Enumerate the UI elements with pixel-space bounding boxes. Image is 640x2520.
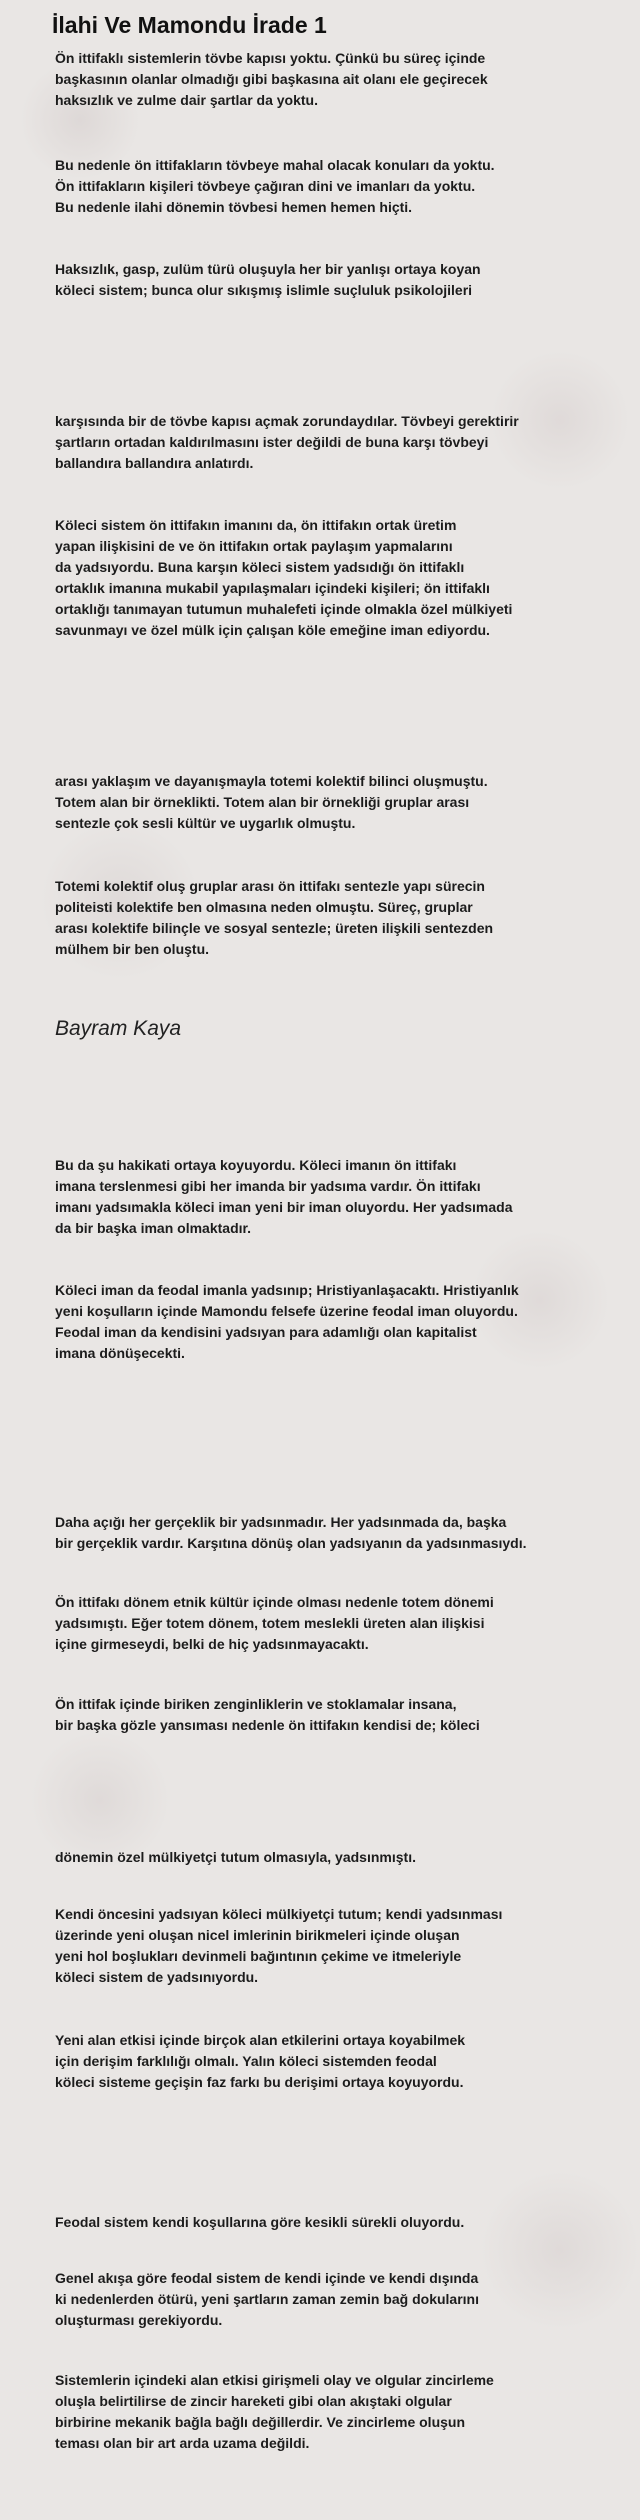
text-line: sentezle çok sesli kültür ve uygarlık olmuştu.: [55, 815, 356, 831]
text-line: dönemin özel mülkiyetçi tutum olmasıyla, yadsınmıştı.: [55, 1849, 416, 1865]
text-line: üzerinde yeni oluşan nicel imlerinin birikmeleri içinde oluşan: [55, 1927, 460, 1943]
text-line: ortaklık imanına mukabil yapılaşmaları içindeki kişileri; ön ittifaklı: [55, 580, 490, 596]
text-line: Köleci iman da feodal imanla yadsınıp; Hristiyanlaşacaktı. Hristiyanlık: [55, 1282, 519, 1298]
text-line: içine girmeseydi, belki de hiç yadsınmayacaktı.: [55, 1636, 369, 1652]
text-line: Bu da şu hakikati ortaya koyuyordu. Köleci imanın ön ittifakı: [55, 1157, 457, 1173]
text-line: mülhem bir ben oluştu.: [55, 941, 210, 957]
text-line: karşısında bir de tövbe kapısı açmak zorundaydılar. Tövbeyi gerektirir: [55, 413, 519, 429]
text-line: yeni koşulların içinde Mamondu felsefe üzerine feodal iman oluyordu.: [55, 1303, 518, 1319]
text-line: Ön ittifakı dönem etnik kültür içinde olması nedenle totem dönemi: [55, 1594, 494, 1610]
text-line: bir başka gözle yansıması nedenle ön ittifakın kendisi de; köleci: [55, 1717, 480, 1733]
paragraph: [55, 1847, 615, 1868]
text-line: Yeni alan etkisi içinde birçok alan etkilerini ortaya koyabilmek: [55, 2032, 466, 2048]
text-line: Totemi kolektif oluş gruplar arası ön ittifakı sentezle yapı sürecin: [55, 878, 485, 894]
text-line: Ön ittifaklı sistemlerin tövbe kapısı yoktu. Çünkü bu süreç içinde: [55, 50, 486, 66]
text-line: arası yaklaşım ve dayanışmayla totemi kolektif bilinci oluşmuştu.: [55, 773, 488, 789]
text-line: Ön ittifak içinde biriken zenginliklerin ve stoklamalar insana,: [55, 1696, 457, 1712]
text-line: yeni hol boşlukları devinmeli bağıntının çekime ve itmeleriyle: [55, 1948, 462, 1964]
text-line: oluşturması gerekiyordu.: [55, 2312, 223, 2328]
text-line: savunmayı ve özel mülk için çalışan köle emeğine iman ediyordu.: [55, 622, 490, 638]
text-line: Ön ittifakların kişileri tövbeye çağıran dini ve imanları da yoktu.: [55, 178, 476, 194]
text-line: köleci sistem de yadsınıyordu.: [55, 1969, 259, 1985]
paragraph: [55, 1904, 615, 1988]
text-line: imana terslenmesi gibi her imanda bir yadsıma vardır. Ön ittifakı: [55, 1178, 481, 1194]
text-line: arası kolektife bilinçle ve sosyal sentezle; üreten ilişkili sentezden: [55, 920, 494, 936]
text-line: birbirine mekanik bağla bağlı değillerdir. Ve zincirleme oluşun: [55, 2414, 466, 2430]
text-line: Haksızlık, gasp, zulüm türü oluşuyla her bir yanlışı ortaya koyan: [55, 261, 481, 277]
paragraph: [55, 1512, 615, 1554]
text-line: da bir başka iman olmaktadır.: [55, 1220, 252, 1236]
text-line: bir gerçeklik vardır. Karşıtına dönüş olan yadsıyanın da yadsınmasıydı.: [55, 1535, 527, 1551]
paragraph: [55, 411, 615, 474]
paragraph: [55, 2268, 615, 2331]
text-line: imana dönüşecekti.: [55, 1345, 185, 1361]
text-line: şartların ortadan kaldırılmasını ister değildi de buna karşı tövbeyi: [55, 434, 489, 450]
paragraph: [55, 1694, 615, 1736]
paragraph: [55, 1155, 615, 1239]
text-line: teması olan bir art arda uzama değildi.: [55, 2435, 310, 2451]
paragraph: [55, 2212, 615, 2233]
paragraph: [55, 155, 615, 218]
text-line: Köleci sistem ön ittifakın imanını da, ön ittifakın ortak üretim: [55, 517, 457, 533]
text-line: politeisti kolektife ben olmasına neden olmuştu. Süreç, gruplar: [55, 899, 473, 915]
text-line: haksızlık ve zulme dair şartlar da yoktu.: [55, 92, 318, 108]
text-line: Bu nedenle ilahi dönemin tövbesi hemen hemen hiçti.: [55, 199, 413, 215]
paragraph: [55, 1592, 615, 1655]
paragraph: [55, 515, 615, 641]
text-line: Feodal sistem kendi koşullarına göre kesikli sürekli oluyordu.: [55, 2214, 465, 2230]
paragraph: [55, 1280, 615, 1364]
page-title: İlahi Ve Mamondu İrade 1: [52, 12, 327, 38]
text-line: Totem alan bir örneklikti. Totem alan bir örnekliği gruplar arası: [55, 794, 470, 810]
text-line: Bu nedenle ön ittifakların tövbeye mahal olacak konuları da yoktu.: [55, 157, 495, 173]
text-line: imanı yadsımakla köleci iman yeni bir iman oluyordu. Her yadsımada: [55, 1199, 513, 1215]
paragraph: [55, 48, 615, 111]
text-line: ballandıra ballandıra anlatırdı.: [55, 455, 254, 471]
text-line: başkasının olanlar olmadığı gibi başkasına ait olanı ele geçirecek: [55, 71, 488, 87]
text-line: Genel akışa göre feodal sistem de kendi içinde ve kendi dışında: [55, 2270, 479, 2286]
paragraph: [55, 876, 615, 960]
text-line: köleci sisteme geçişin faz farkı bu derişimi ortaya koyuyordu.: [55, 2074, 464, 2090]
text-line: ortaklığı tanımayan tutumun muhalefeti içinde olmakla özel mülkiyeti: [55, 601, 513, 617]
text-line: Feodal iman da kendisini yadsıyan para adamlığı olan kapitalist: [55, 1324, 477, 1340]
paragraph: [55, 259, 615, 301]
text-line: Kendi öncesini yadsıyan köleci mülkiyetçi tutum; kendi yadsınması: [55, 1906, 503, 1922]
text-line: yadsımıştı. Eğer totem dönem, totem meslekli üreten alan ilişkisi: [55, 1615, 485, 1631]
text-line: Daha açığı her gerçeklik bir yadsınmadır. Her yadsınmada da, başka: [55, 1514, 507, 1530]
text-line: da yadsıyordu. Buna karşın köleci sistem yadsıdığı ön ittifaklı: [55, 559, 465, 575]
text-line: için derişim farklılığı olmalı. Yalın köleci sistemden feodal: [55, 2053, 437, 2069]
paragraph: [55, 2370, 615, 2454]
paragraph: [55, 771, 615, 834]
text-line: ki nedenlerden ötürü, yeni şartların zaman zemin bağ dokularını: [55, 2291, 479, 2307]
text-line: yapan ilişkisini de ve ön ittifakın ortak paylaşım yapmalarını: [55, 538, 453, 554]
text-line: Sistemlerin içindeki alan etkisi girişmeli olay ve olgular zincirleme: [55, 2372, 494, 2388]
author-signature: Bayram Kaya: [55, 1017, 182, 1040]
text-line: oluşla belirtilirse de zincir hareketi gibi olan akıştaki olgular: [55, 2393, 452, 2409]
paragraph: [55, 2030, 615, 2093]
text-line: köleci sistem; bunca olur sıkışmış islimle suçluluk psikolojileri: [55, 282, 473, 298]
